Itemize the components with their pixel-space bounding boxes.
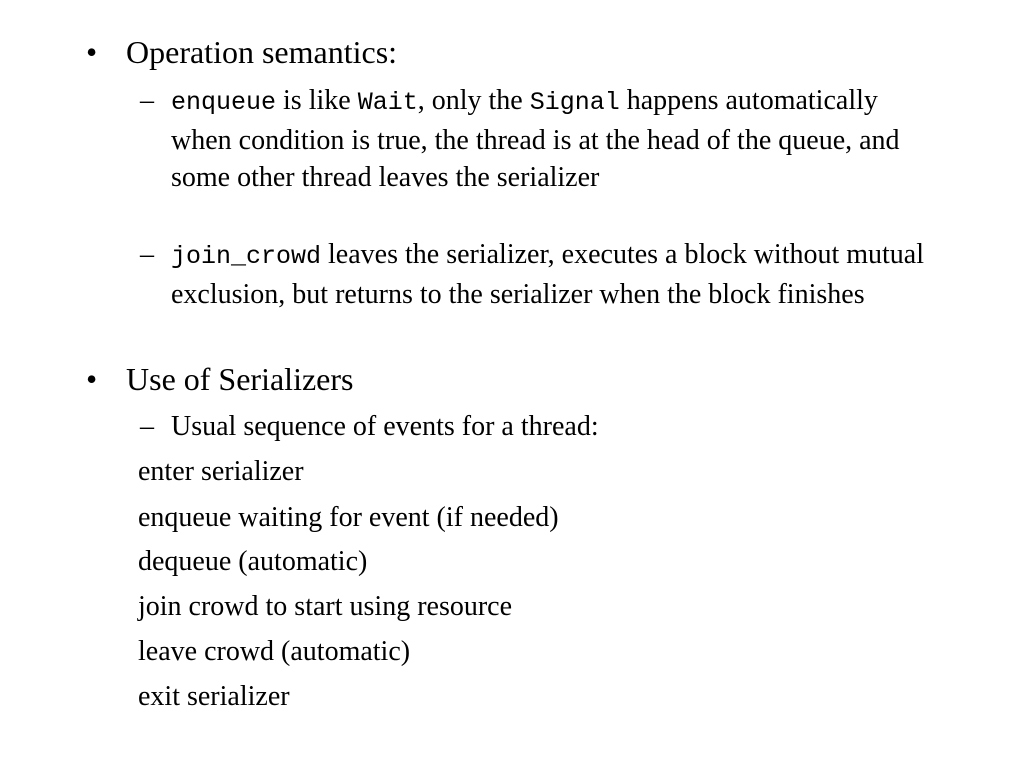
code-wait: Wait <box>357 88 418 117</box>
text-segment: is like <box>276 85 358 116</box>
subitem-join-crowd <box>140 236 940 313</box>
bullet-marker: • <box>86 34 98 70</box>
sequence-line: exit serializer <box>138 681 290 712</box>
subitem-body <box>171 236 940 313</box>
bullet-text: Use of Serializers <box>126 361 354 397</box>
text-segment: leaves the serializer, executes a block without mutual exclusion, but returns to the serializer when the block finishes <box>171 239 925 310</box>
sequence-line: leave crowd (automatic) <box>138 636 411 667</box>
subitem-usual-sequence <box>140 408 940 446</box>
subitem-body <box>171 82 940 197</box>
sequence-line: join crowd to start using resource <box>138 591 513 622</box>
text-segment: happens automatically when condition is true, the thread is at the head of the queue, and some other thread leaves the serializer <box>171 85 900 193</box>
code-enqueue: enqueue <box>171 88 277 117</box>
code-signal: Signal <box>529 88 620 117</box>
dash-marker: – <box>140 85 154 116</box>
bullet-marker: • <box>86 361 98 397</box>
text-segment: , only the <box>417 85 530 116</box>
dash-marker: – <box>140 239 154 270</box>
sequence-line: dequeue (automatic) <box>138 546 368 577</box>
subitem-body: Usual sequence of events for a thread: <box>171 411 599 442</box>
bullet-text: Operation semantics: <box>126 34 398 70</box>
sequence-line: enqueue waiting for event (if needed) <box>138 502 559 533</box>
subitem-enqueue <box>140 82 940 197</box>
sequence-line: enter serializer <box>138 456 304 487</box>
code-join-crowd: join_crowd <box>171 242 322 271</box>
dash-marker: – <box>140 411 154 442</box>
